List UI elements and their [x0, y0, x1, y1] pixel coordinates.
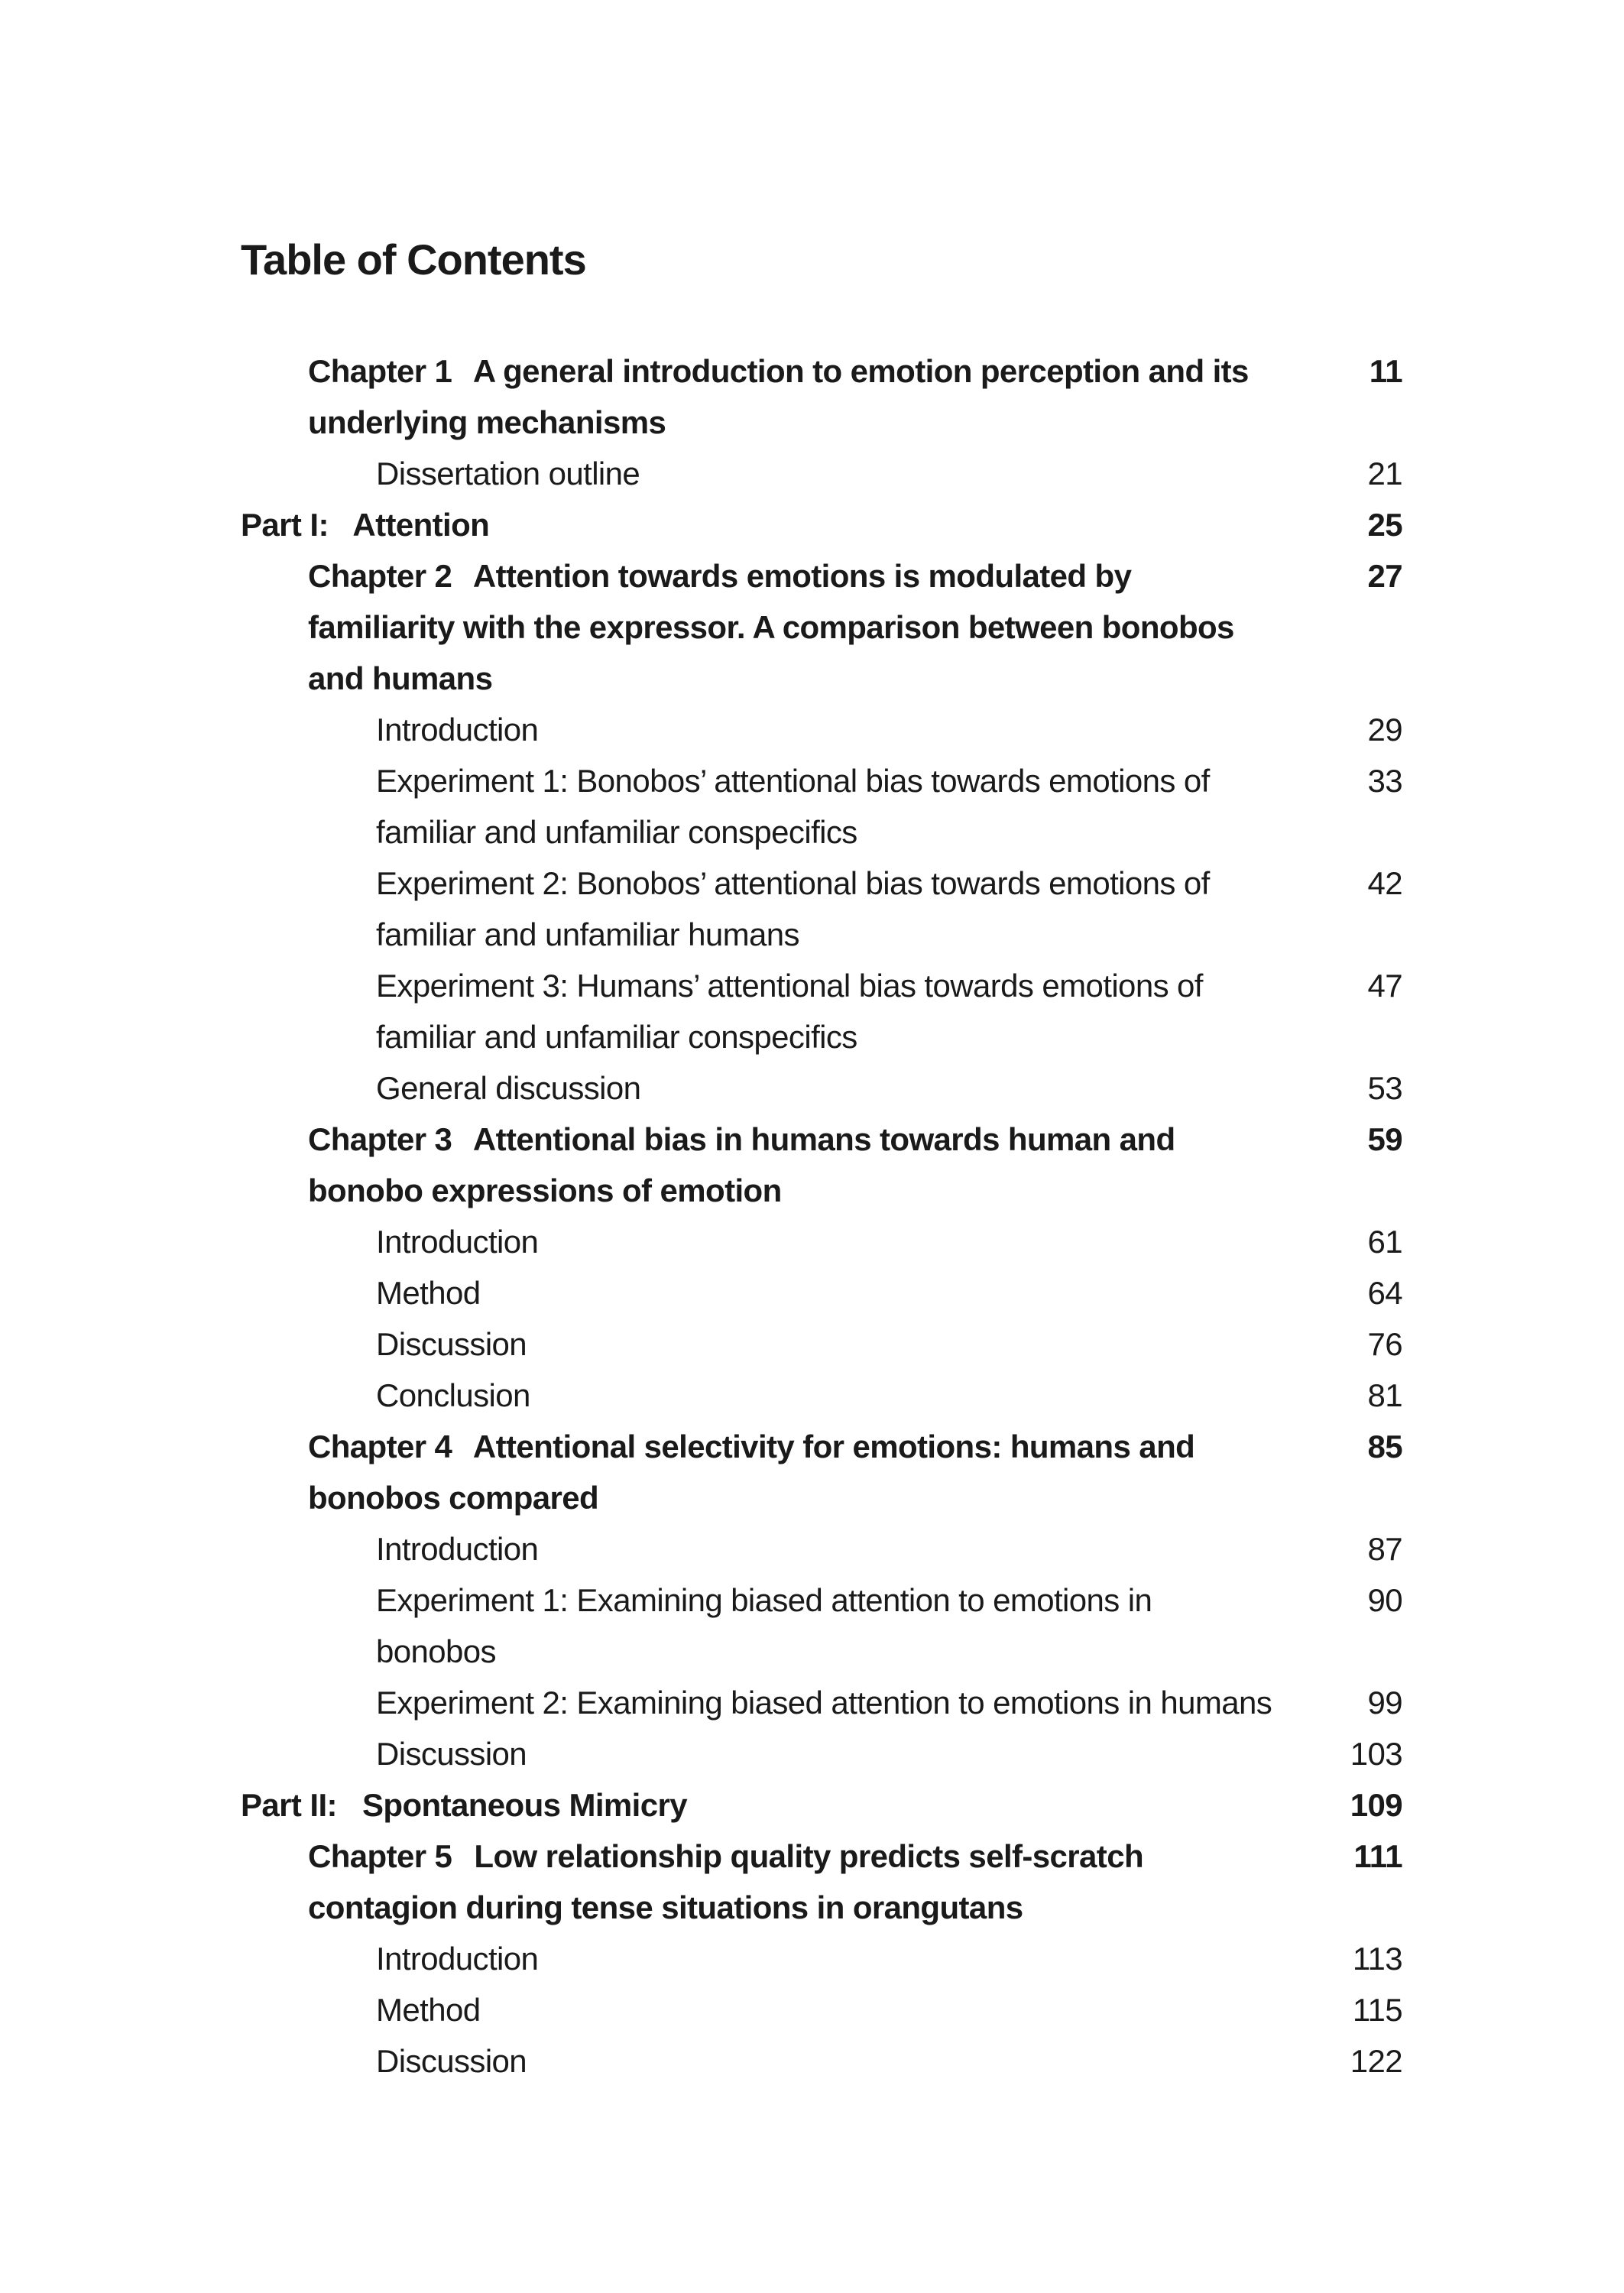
part-number: Part II:: [241, 1787, 337, 1823]
toc-page-number: 53: [1367, 1070, 1402, 1106]
toc-entry-section[interactable]: [241, 1933, 1402, 1984]
toc-entry-label: [376, 858, 1326, 960]
toc-page: [241, 229, 1402, 2087]
toc-entry-label: [308, 550, 1326, 704]
toc-page-number: 42: [1367, 865, 1402, 901]
toc-entry-title: Experiment 1: Examining biased attention to emotions in bonobos: [376, 1582, 1152, 1669]
toc-page-number: 11: [1369, 353, 1402, 389]
toc-entry-section[interactable]: [241, 1062, 1402, 1114]
toc-entry-label: [376, 1575, 1326, 1677]
toc-entry-part[interactable]: [241, 499, 1402, 550]
toc-page-number: 33: [1367, 763, 1402, 799]
toc-entry-title: Method: [376, 1275, 481, 1311]
toc-entry-label: [376, 1677, 1326, 1728]
chapter-number: Chapter 5: [308, 1838, 452, 1874]
toc-entry-section[interactable]: [241, 704, 1402, 755]
toc-entry-title: Discussion: [376, 1326, 527, 1362]
toc-entry-title: Experiment 3: Humans’ attentional bias towards emotions of familiar and unfamiliar conspecifics: [376, 968, 1203, 1055]
toc-entry-label: [376, 704, 1326, 755]
toc-entry-section[interactable]: [241, 858, 1402, 960]
toc-entry-section[interactable]: [241, 1370, 1402, 1421]
toc-entry-label: [376, 755, 1326, 858]
toc-entry-title: Attention: [352, 507, 490, 543]
toc-entry-title: Introduction: [376, 712, 539, 748]
toc-entry-section[interactable]: [241, 960, 1402, 1062]
toc-entry-section[interactable]: [241, 1318, 1402, 1370]
toc-entry-section[interactable]: [241, 1984, 1402, 2035]
toc-entry-title: Attentional selectivity for emotions: humans and bonobos compared: [308, 1429, 1195, 1516]
toc-entry-chapter[interactable]: [241, 550, 1402, 704]
toc-entry-part[interactable]: [241, 1779, 1402, 1831]
toc-entry-section[interactable]: [241, 1267, 1402, 1318]
toc-entry-label: [376, 1062, 1326, 1114]
toc-page-number: 113: [1352, 1941, 1402, 1977]
toc-entry-section[interactable]: [241, 755, 1402, 858]
toc-entry-section[interactable]: [241, 2035, 1402, 2087]
chapter-number: Chapter 4: [308, 1429, 452, 1464]
toc-entry-label: [376, 1728, 1326, 1779]
toc-entry-section[interactable]: [241, 1677, 1402, 1728]
toc-entry-title: Experiment 2: Bonobos’ attentional bias towards emotions of familiar and unfamiliar humans: [376, 865, 1210, 952]
toc-entry-title: Introduction: [376, 1531, 539, 1567]
toc-entry-label: [376, 1267, 1326, 1318]
toc-entry-title: Dissertation outline: [376, 456, 640, 491]
toc-page-number: 81: [1367, 1377, 1402, 1413]
part-number: Part I:: [241, 507, 329, 543]
toc-list: [241, 345, 1402, 2087]
page-title: Table of Contents: [241, 235, 586, 284]
toc-entry-label: [241, 499, 1326, 550]
toc-entry-label: [376, 1933, 1326, 1984]
chapter-number: Chapter 1: [308, 353, 452, 389]
toc-entry-title: General discussion: [376, 1070, 641, 1106]
toc-entry-chapter[interactable]: [241, 1114, 1402, 1216]
toc-entry-title: Attentional bias in humans towards human and bonobo expressions of emotion: [308, 1121, 1175, 1208]
chapter-number: Chapter 2: [308, 558, 452, 594]
toc-entry-title: Conclusion: [376, 1377, 530, 1413]
toc-entry-label: [376, 1318, 1326, 1370]
toc-page-number: 109: [1350, 1787, 1402, 1823]
toc-entry-section[interactable]: [241, 1728, 1402, 1779]
toc-entry-chapter[interactable]: [241, 345, 1402, 448]
toc-entry-title: Experiment 2: Examining biased attention to emotions in humans: [376, 1685, 1272, 1721]
toc-page-number: 76: [1367, 1326, 1402, 1362]
toc-entry-chapter[interactable]: [241, 1421, 1402, 1523]
toc-page-number: 59: [1367, 1121, 1402, 1157]
toc-entry-title: Method: [376, 1992, 481, 2028]
chapter-number: Chapter 3: [308, 1121, 452, 1157]
toc-page-number: 27: [1367, 558, 1402, 594]
toc-entry-title: Discussion: [376, 2043, 527, 2079]
toc-entry-section[interactable]: [241, 1523, 1402, 1575]
toc-page-number: 21: [1367, 456, 1402, 491]
toc-page-number: 90: [1367, 1582, 1402, 1618]
toc-page-number: 103: [1350, 1736, 1402, 1772]
toc-page-number: 85: [1367, 1429, 1402, 1464]
toc-entry-label: [308, 345, 1326, 448]
toc-page-number: 64: [1367, 1275, 1402, 1311]
toc-entry-label: [376, 1216, 1326, 1267]
toc-entry-section[interactable]: [241, 1575, 1402, 1677]
toc-page-number: 61: [1367, 1224, 1402, 1260]
toc-entry-chapter[interactable]: [241, 1831, 1402, 1933]
toc-entry-title: Spontaneous Mimicry: [361, 1787, 687, 1823]
toc-entry-title: A general introduction to emotion perception and its underlying mechanisms: [308, 353, 1249, 440]
toc-entry-section[interactable]: [241, 1216, 1402, 1267]
toc-entry-title: Attention towards emotions is modulated by familiarity with the expressor. A comparison between bonobos and humans: [308, 558, 1234, 696]
toc-entry-label: [308, 1421, 1326, 1523]
toc-page-number: 29: [1367, 712, 1402, 748]
toc-entry-section[interactable]: [241, 448, 1402, 499]
toc-entry-title: Low relationship quality predicts self-scratch contagion during tense situations in orangutans: [308, 1838, 1144, 1925]
toc-entry-label: [308, 1114, 1326, 1216]
toc-entry-title: Experiment 1: Bonobos’ attentional bias towards emotions of familiar and unfamiliar conspecifics: [376, 763, 1210, 850]
toc-entry-label: [308, 1831, 1326, 1933]
toc-page-number: 25: [1367, 507, 1402, 543]
toc-entry-label: [376, 1984, 1326, 2035]
toc-page-number: 115: [1352, 1992, 1402, 2028]
toc-entry-label: [241, 1779, 1326, 1831]
toc-page-number: 122: [1350, 2043, 1402, 2079]
toc-page-number: 87: [1367, 1531, 1402, 1567]
toc-entry-label: [376, 960, 1326, 1062]
toc-entry-title: Introduction: [376, 1224, 539, 1260]
toc-page-number: 99: [1367, 1685, 1402, 1721]
toc-entry-label: [376, 2035, 1326, 2087]
toc-entry-title: Introduction: [376, 1941, 539, 1977]
toc-entry-label: [376, 448, 1326, 499]
toc-page-number: 47: [1367, 968, 1402, 1004]
toc-page-number: 111: [1353, 1838, 1402, 1874]
toc-entry-title: Discussion: [376, 1736, 527, 1772]
toc-entry-label: [376, 1370, 1326, 1421]
toc-entry-label: [376, 1523, 1326, 1575]
